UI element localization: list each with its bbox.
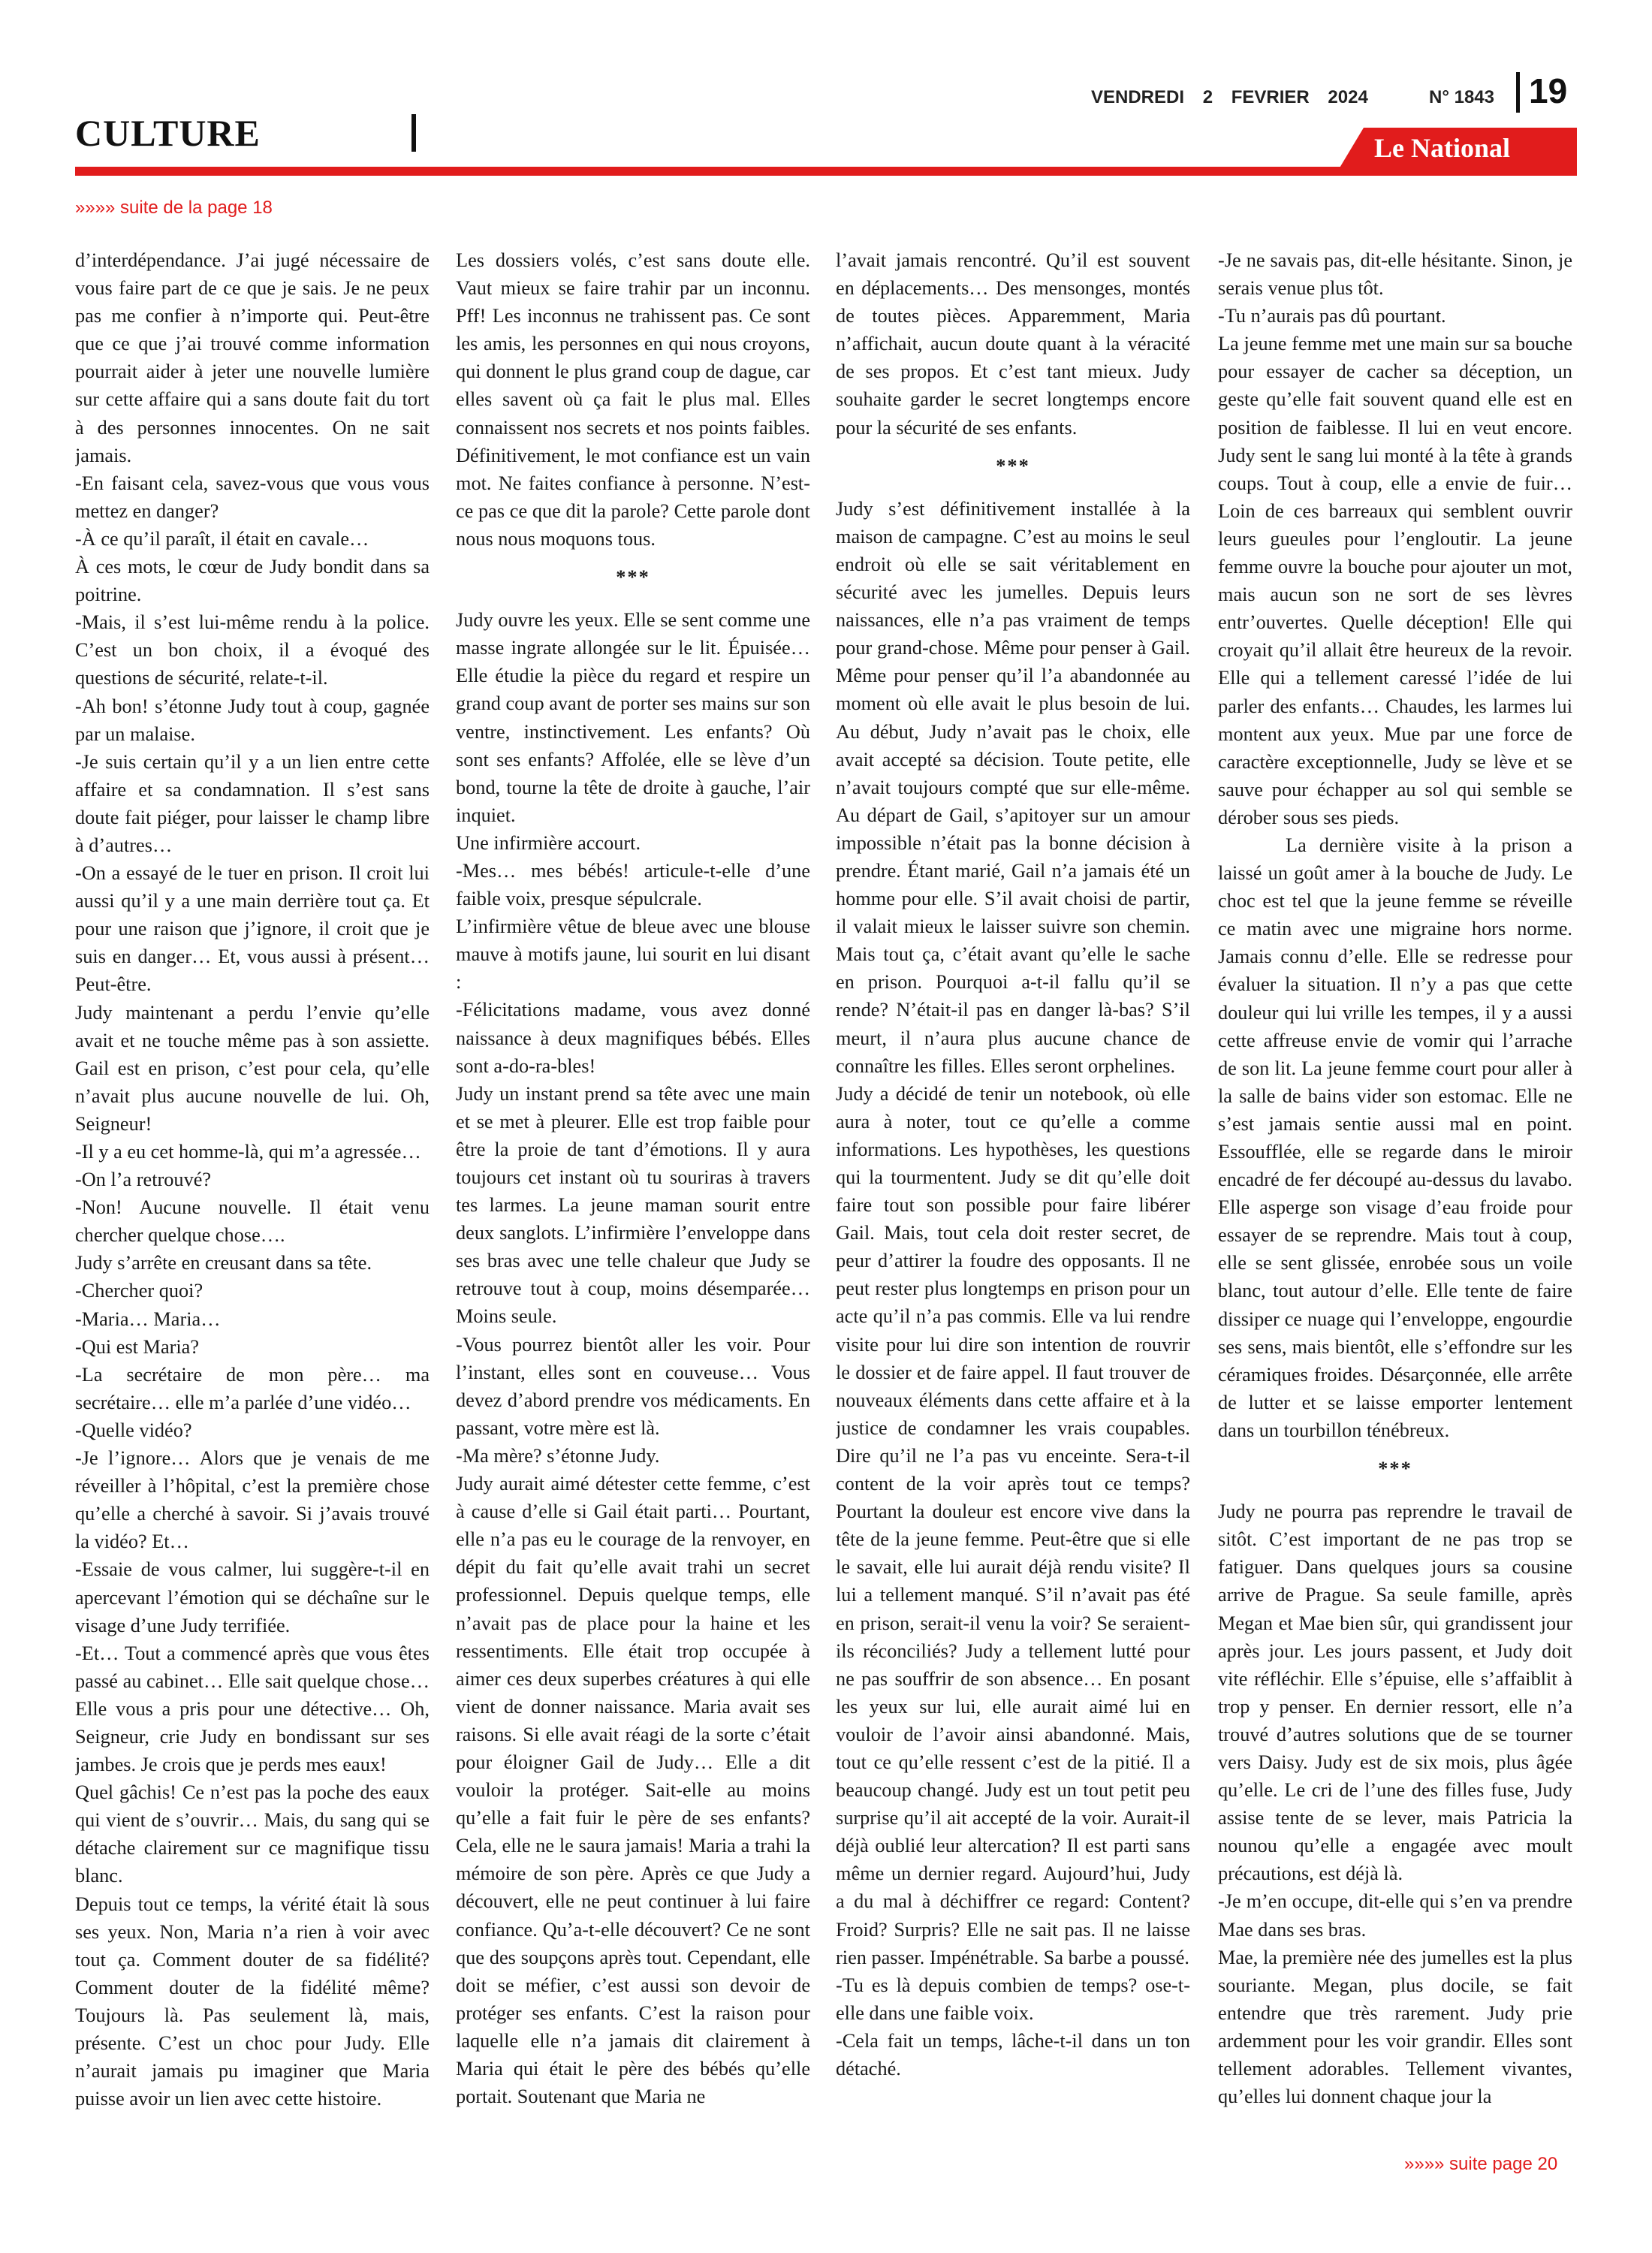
article-paragraph: -Essaie de vous calmer, lui suggère-t-il en apercevant l’émotion qui se déchaîne sur le visage d’une Judy terrifiée. [75,1558,430,1636]
article-paragraph: -Vous pourrez bientôt aller les voir. Pour l’instant, elles sont en couveuse… Vous devez d’abord prendre vos médicaments. En passant, votre mère est là. [456,1333,810,1439]
article-paragraph: -Chercher quoi? [75,1280,203,1302]
article-paragraph: Quel gâchis! Ce n’est pas la poche des eaux qui vient de s’ouvrir… Mais, du sang qui se détache clairement sur ce magnifique tissu blanc. [75,1781,430,1887]
publication-date [1091,87,1382,108]
article-paragraph: -Maria… Maria… [75,1307,221,1330]
article-paragraph: La jeune femme met une main sur sa bouche pour essayer de cacher sa déception, un geste qu’elle fait souvent quand elle est en position de faiblesse. Il lui en veut encore. Judy sent le sang lui monté à la tête à grands coups. Tout à coup, elle a envie de fuir… Loin de ces barreaux qui semblent ouvrir leurs gueules pour l’engloutir. La jeune femme ouvre la bouche pour ajouter un mot, mais aucun son ne sort de ses lèvres entr’ouvertes. Quelle déception! Elle qui croyait qu’il allait être heureux de la revoir. Elle qui a tellement caressé l’idée de lui parler des enfants… Chaudes, les larmes lui montent aux yeux. Mue par une force de caractère exceptionnelle, Judy se lève et se sauve pour échapper au sol qui semble se dérober sous ses pieds. [1218,333,1572,828]
page-number-divider [1516,72,1520,113]
continued-to-link[interactable]: »»»» suite page 20 [1404,2154,1558,2174]
date-month: FEVRIER [1231,87,1310,107]
issue-number: N° 1843 [1429,87,1494,107]
article-paragraph: L’infirmière vêtue de bleue avec une blouse mauve à motifs jaune, lui sourit en lui disant : [456,915,810,994]
article-paragraph: -Tu n’aurais pas dû pourtant. [1218,305,1446,327]
article-column-3 [836,246,1190,2154]
section-separator: *** [996,454,1030,477]
article-paragraph: -En faisant cela, savez-vous que vous vous mettez en danger? [75,472,430,522]
section-title-divider [411,114,416,152]
article-paragraph: Judy a décidé de tenir un notebook, où elle aura à noter, tout ce qu’elle a comme informations. Les hypothèses, les questions qui la tourmentent. Judy se dit qu’elle doit faire tout son possible pour faire libérer Gail. Mais, tout cela doit rester secret, de peur d’attirer la foudre des opposants. Il ne peut rester plus longtemps en prison pour un acte qu’il n’a pas commis. Elle va lui rendre visite pour lui dire son intention de rouvrir le dossier et de faire appel. Il faut trouver de nouveaux éléments dans cette affaire et à la justice de condamner les vrais coupables. Dire qu’il ne l’a pas vu enceinte. Sera-t-il content de la voir après tout ce temps? Pourtant la douleur est encore vive dans la tête de la jeune femme. Peut-être que si elle le savait, elle lui aurait déjà rendu visite? Il lui a tellement manqué. S’il n’avait pas été en prison, serait-il venu la voir? Se seraient-ils réconciliés? Judy a tellement lutté pour ne pas souffrir de son absence… En posant les yeux sur lui, elle aurait aimé lui en vouloir de l’avoir ainsi abandonné. Mais, tout ce qu’elle ressent c’est de la pitié. Il a beaucoup changé. Judy est un tout petit peu surprise qu’il ait accepté de la voir. Aurait-il déjà oublié leur altercation? Il est parti sans même un dernier regard. Aujourd’hui, Judy a du mal à déchiffrer ce regard: Content? Froid? Surpris? Elle ne sait pas. Il ne laisse rien passer. Impénétrable. Sa barbe a poussé. [836,1082,1190,1968]
article-column-4 [1218,246,1572,2154]
article-paragraph: À ces mots, le cœur de Judy bondit dans sa poitrine. [75,556,430,606]
section-separator: *** [1378,1458,1412,1480]
article-paragraph: d’interdépendance. J’ai jugé nécessaire de vous faire part de ce que je sais. Je ne peux pas me confier à n’importe qui. Peut-être que ce que j’ai trouvé comme information pourrait aider à jeter une nouvelle lumière sur cette affaire qui a sans doute fait du tort à des personnes innocentes. On ne sait jamais. [75,249,430,466]
article-paragraph: -Mes… mes bébés! articule-t-elle d’une faible voix, presque sépulcrale. [456,859,810,910]
continued-from-link[interactable]: »»»» suite de la page 18 [75,198,273,218]
article-paragraph: -Je l’ignore… Alors que je venais de me réveiller à l’hôpital, c’est la première chose qu’elle a cherché à savoir. Si j’avais trouvé la vidéo? Et… [75,1447,430,1553]
article-column-2 [456,246,810,2154]
article-paragraph: -On a essayé de le tuer en prison. Il croit lui aussi qu’il y a une main derrière tout ça. Et pour une raison que j’ignore, il croit que je suis en danger… Et, vous aussi à présent… Peut-être. [75,862,430,996]
article-paragraph: Judy s’est définitivement installée à la maison de campagne. C’est au moins le seul endroit où elle se sait véritablement en sécurité avec les jumelles. Depuis leurs naissances, elle n’a pas vraiment de temps pour grand-chose. Même pour penser à Gail. Même pour penser qu’il l’a abandonnée au moment où elle avait le plus besoin de lui. Au début, Judy n’avait pas le choix, elle avait accepté sa décision. Toute petite, elle n’avait toujours compté que sur elle-même. Au départ de Gail, s’apitoyer sur un amour impossible n’était pas la bonne décision à prendre. Étant marié, Gail n’a jamais été un homme pour elle. S’il avait choisi de partir, il valait mieux le laisser suivre son chemin. Mais tout ça, c’était avant qu’elle le sache en prison. Pourquoi a-t-il fallu qu’il se rende? N’était-il pas en danger là-bas? S’il meurt, il n’aura plus aucune chance de connaître les filles. Elles seront orphelines. [836,497,1190,1077]
article-paragraph: Judy maintenant a perdu l’envie qu’elle avait et ne touche même pas à son assiette. Gail est en prison, c’est pour cela, qu’elle n’avait plus aucune nouvelle de lui. Oh, Seigneur! [75,1001,430,1135]
article-paragraph: -Tu es là depuis combien de temps? ose-t-elle dans une faible voix. [836,1974,1190,2024]
article-paragraph: Mae, la première née des jumelles est la plus souriante. Megan, plus docile, se fait entendre que très rarement. Judy prie ardemment pour les voir grandir. Elles sont tellement adorables. Tellement vivantes, qu’elles lui donnent chaque jour la [1218,1946,1572,2108]
article-paragraph: -On l’a retrouvé? [75,1169,212,1191]
article-column-1 [75,246,430,2154]
brand-name: Le National [1374,133,1511,163]
date-number: 2 [1202,87,1213,107]
article-paragraph: La dernière visite à la prison a laissé un goût amer à la bouche de Judy. Le choc est tel que la jeune femme se réveille ce matin avec une migraine hors norme. Jamais connu d’elle. Elle se redresse pour évaluer la situation. Il n’y a pas que cette douleur qui lui vrille les tempes, il y a aussi cette affreuse envie de vomir qui l’arrache de son lit. La jeune femme court pour aller à la salle de bains vider son estomac. Elle ne s’est jamais sentie aussi mal en point. Essoufflée, elle se regarde dans le miroir encadré de fer découpé au-dessus du lavabo. Elle asperge son visage d’eau froide pour essayer de se reprendre. Mais tout à coup, elle se sent glissée, enrobée sous un voile blanc, tout autour d’elle. Elle tente de faire dissiper ce nuage qui l’enveloppe, engourdie ses sens, mais bientôt, elle s’effondre sur les céramiques froides. Désarçonnée, elle arrête de lutter et se laisse emporter lentement dans un tourbillon ténébreux. [1218,834,1572,1441]
article-paragraph: -Et… Tout a commencé après que vous êtes passé au cabinet… Elle sait quelque chose… Elle vous a pris pour une détective… Oh, Seigneur, crie Judy en bondissant sur ses jambes. Je crois que je perds mes eaux! [75,1642,430,1776]
article-paragraph: Les dossiers volés, c’est sans doute elle. Vaut mieux se faire trahir par un inconnu. Pff! Les inconnus ne trahissent pas. Ce sont les amis, les personnes en qui nous croyons, qui donnent le plus grand coup de dague, car elles savent où ça fait le plus mal. Elles connaissent nos secrets et nos points faibles. Définitivement, le mot confiance est un vain mot. Ne faites confiance à personne. N’est-ce pas ce que dit la parole? Cette parole dont nous nous moquons tous. [456,249,810,550]
section-separator: *** [616,566,650,589]
article-paragraph: -Mais, il s’est lui-même rendu à la police. C’est un bon choix, il a évoqué des questions de sécurité, relate-t-il. [75,611,430,689]
article-paragraph: Judy un instant prend sa tête avec une main et se met à pleurer. Elle est trop faible pour être la proie de tant d’émotions. Il y aura toujours cet instant où tu souriras à travers tes larmes. La jeune maman sourit entre deux sanglots. L’infirmière l’enveloppe dans ses bras avec une telle chaleur que Judy se retrouve tout à coup, moins désemparée… Moins seule. [456,1082,810,1328]
article-paragraph: -Il y a eu cet homme-là, qui m’a agressée… [75,1141,421,1163]
article-paragraph: -La secrétaire de mon père… ma secrétaire… elle m’a parlée d’une vidéo… [75,1363,430,1413]
date-year: 2024 [1328,87,1368,107]
date-day: VENDREDI [1091,87,1185,107]
article-paragraph: Judy s’arrête en creusant dans sa tête. [75,1252,372,1274]
article-paragraph: -Je ne savais pas, dit-elle hésitante. Sinon, je serais venue plus tôt. [1218,249,1572,300]
article-paragraph: -Je suis certain qu’il y a un lien entre cette affaire et sa condamnation. Il s’est sans doute fait piéger, pour laisser le champ libre à d’autres… [75,750,430,856]
article-paragraph: Une infirmière accourt. [456,831,641,854]
article-paragraph: -Ma mère? s’étonne Judy. [456,1444,660,1467]
article-paragraph: Judy aurait aimé détester cette femme, c’est à cause d’elle si Gail était parti… Pourtant, elle n’a pas eu le courage de la renvoyer, en dépit du fait qu’elle avait trahi un secret professionnel. Depuis quelque temps, elle n’avait pas de place pour la haine et les ressentiments. Elle était trop occupée à aimer ces deux superbes créatures à qui elle vient de donner naissance. Maria avait ses raisons. Si elle avait réagi de la sorte c’était pour éloigner Gail de Judy… Elle a dit vouloir la protéger. Sait-elle au moins qu’elle a fait fuir le père de ses enfants? Cela, elle ne le saura jamais! Maria a trahi la mémoire de son père. Après ce que Judy a découvert, elle ne peut continuer à lui faire confiance. Qu’a-t-elle découvert? Ce ne sont que des soupçons après tout. Cependant, elle doit se méfier, c’est aussi son devoir de protéger ses enfants. C’est la raison pour laquelle elle n’a jamais dit clairement à Maria qui était le père des bébés qu’elle portait. Soutenant que Maria ne [456,1473,810,2108]
article-paragraph: -Ah bon! s’étonne Judy tout à coup, gagnée par un malaise. [75,695,430,745]
article-paragraph: Depuis tout ce temps, la vérité était là sous ses yeux. Non, Maria n’a rien à voir avec tout ça. Comment douter de sa fidélité? Comment douter de la fidélité même? Toujours là. Pas seulement là, mais, présente. C’est un choc pour Judy. Elle n’aurait jamais pu imaginer que Maria puisse avoir un lien avec cette histoire. [75,1893,430,2110]
article-paragraph: -À ce qu’il paraît, il était en cavale… [75,527,369,550]
article-paragraph: -Non! Aucune nouvelle. Il était venu chercher quelque chose…. [75,1196,430,1247]
article-paragraph: -Je m’en occupe, dit-elle qui s’en va prendre Mae dans ses bras. [1218,1890,1572,1941]
section-title: CULTURE [75,112,261,154]
article-paragraph: Judy ne pourra pas reprendre le travail de sitôt. C’est important de ne pas trop se fatiguer. Dans quelques jours sa cousine arrive de Prague. Sa seule famille, après Megan et Mae bien sûr, qui grandissent jour après jour. Les jours passent, et Judy doit vite réfléchir. Elle s’épuise, elle s’affaiblit à trop y penser. En dernier ressort, elle n’a trouvé d’autres solutions que de se tourner vers Daisy. Judy est de six mois, plus âgée qu’elle. Le cri de l’une des filles fuse, Judy assise tente de se lever, mais Patricia la nounou qu’elle a engagée avec moult précautions, est déjà là. [1218,1500,1572,1885]
article-paragraph: -Qui est Maria? [75,1335,200,1358]
article-paragraph: -Cela fait un temps, lâche-t-il dans un ton détaché. [836,2029,1190,2080]
article-paragraph: -Félicitations madame, vous avez donné naissance à deux magnifiques bébés. Elles sont a-do-ra-bles! [456,999,810,1077]
article-paragraph: Judy ouvre les yeux. Elle se sent comme une masse ingrate allongée sur le lit. Épuisée… Elle étudie la pièce du regard et respire un grand coup avant de porter ses mains sur son ventre, instinctivement. Les enfants? Où sont ses enfants? Affolée, elle se lève d’un bond, tourne la tête de droite à gauche, l’air inquiet. [456,609,810,826]
page-number: 19 [1529,71,1568,110]
article-paragraph: -Quelle vidéo? [75,1419,192,1441]
article-paragraph: l’avait jamais rencontré. Qu’il est souvent en déplacements… Des mensonges, montés de toutes pièces. Apparemment, Maria n’affichait, aucun doute quant à la véracité de ses propos. Et c’est tant mieux. Judy souhaite garder le secret longtemps encore pour la sécurité de ses enfants. [836,249,1190,439]
